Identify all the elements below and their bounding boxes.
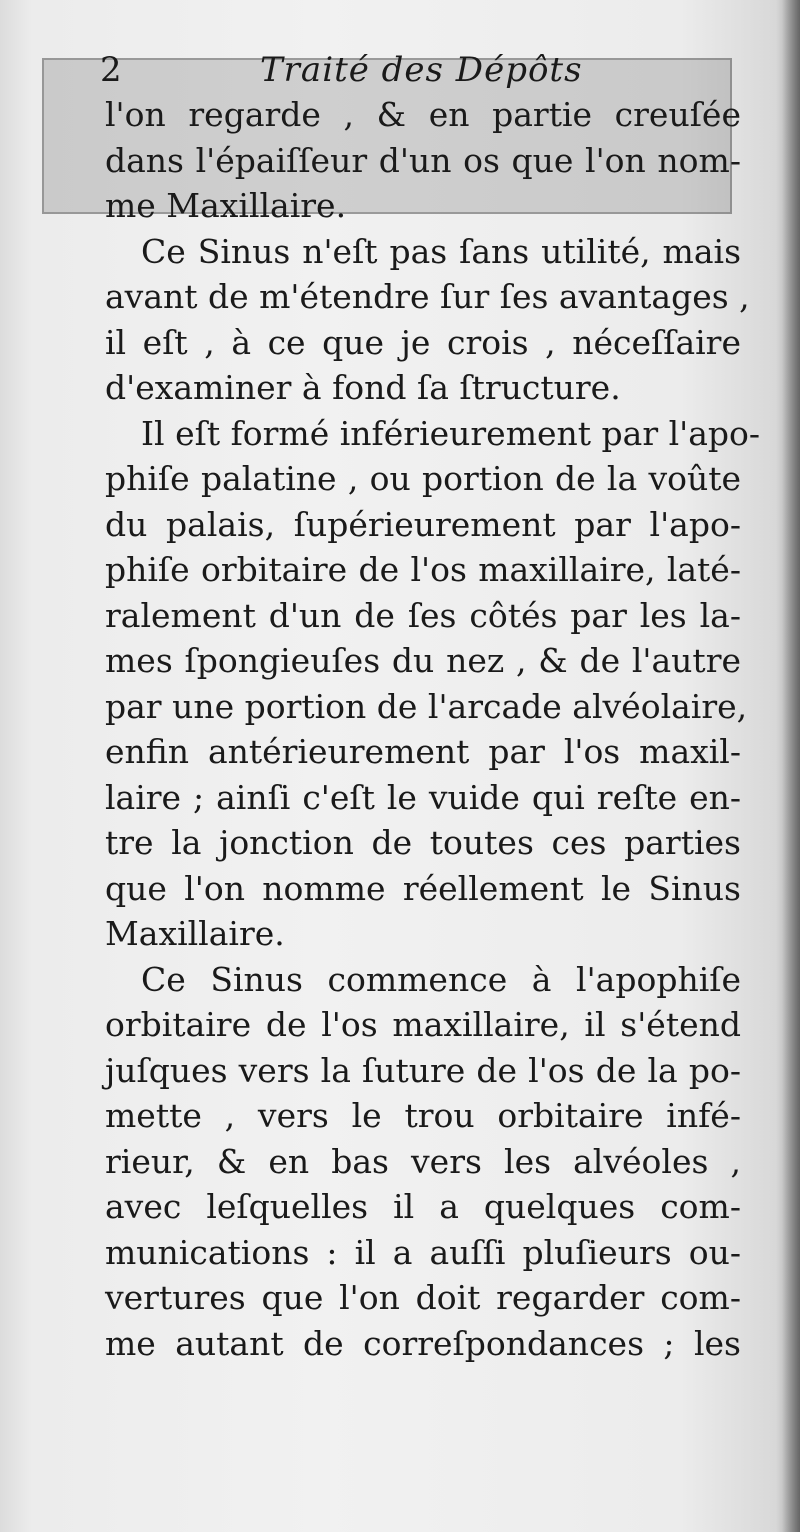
text-line: du palais, ſupérieurement par l'apo- — [105, 504, 741, 544]
text-line: Il eſt formé inférieurement par l'apo- — [141, 413, 761, 453]
text-line: phiſe orbitaire de l'os maxillaire, laté- — [105, 550, 741, 589]
text-line: Maxillaire. — [105, 914, 285, 953]
running-head — [100, 50, 740, 90]
text-line: rieur, & en bas vers les alvéoles , — [105, 1141, 741, 1181]
text-line: avec leſquelles il a quelques com- — [105, 1187, 741, 1226]
text-line: ralement d'un de ſes côtés par les la- — [105, 595, 741, 635]
text-line: d'examiner à fond ſa ſtructure. — [105, 368, 621, 407]
text-line: orbitaire de l'os maxillaire, il s'étend — [105, 1005, 741, 1044]
page-number: 2 — [100, 50, 122, 90]
spine-shadow — [782, 0, 800, 1532]
text-line: enfin antérieurement par l'os maxil- — [105, 732, 741, 771]
text-line: que l'on nomme réellement le Sinus — [105, 868, 741, 908]
text-line: munications : il a auſſi pluſieurs ou- — [105, 1232, 741, 1272]
text-line: vertures que l'on doit regarder com- — [105, 1278, 741, 1317]
text-line: laire ; ainſi c'eſt le vuide qui reſte en- — [105, 777, 741, 817]
text-line: mes ſpongieuſes du nez , & de l'autre — [105, 641, 741, 680]
text-line: phiſe palatine , ou portion de la voûte — [105, 459, 741, 498]
text-line: me Maxillaire. — [105, 186, 347, 225]
text-line: avant de m'étendre ſur ſes avantages , — [105, 277, 750, 316]
text-line: me autant de correſpondances ; les — [105, 1323, 741, 1363]
text-line: par une portion de l'arcade alvéolaire, — [105, 686, 748, 726]
running-title: Traité des Dépôts — [260, 50, 583, 90]
text-line: dans l'épaiſſeur d'un os que l'on nom- — [105, 140, 741, 180]
text-line: l'on regarde , & en partie creuſée — [105, 95, 741, 134]
text-line: il eſt , à ce que je crois , néceſſaire — [105, 322, 741, 362]
text-line: Ce Sinus commence à l'apophiſe — [141, 959, 741, 999]
text-line: Ce Sinus n'eſt pas ſans utilité, mais — [141, 231, 741, 271]
text-line: mette , vers le trou orbitaire infé- — [105, 1096, 741, 1135]
text-line: tre la jonction de toutes ces parties — [105, 823, 741, 862]
body-text — [105, 92, 761, 1366]
text-line: juſques vers la ſuture de l'os de la po- — [105, 1050, 741, 1090]
